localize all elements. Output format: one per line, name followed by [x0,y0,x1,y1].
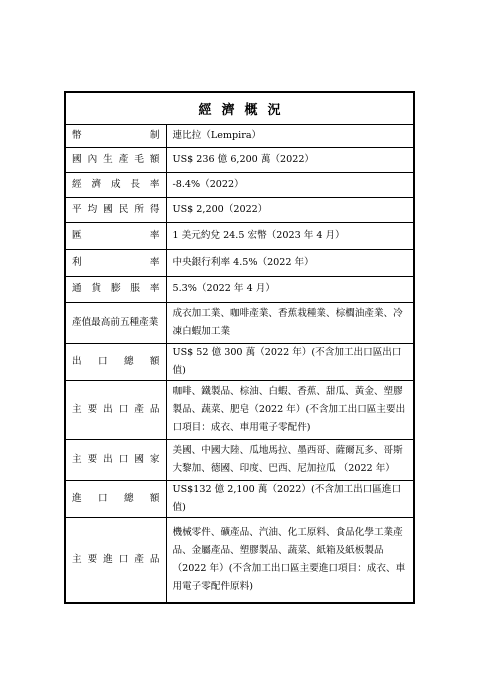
row-label [66,380,166,439]
row-label-text: 產值最高前五種產業 [72,316,159,328]
row-value: 5.3%（2022 年 4 月） [166,276,413,302]
table-title: 經濟概況 [66,93,413,125]
table-row [66,249,413,276]
economic-overview-table [66,125,413,604]
table-row [66,197,413,222]
row-label-text: 主 要 進 口 產 品 [72,554,160,565]
row-label-text: 主 要 出 口 產 品 [72,403,160,415]
row-label [66,222,166,249]
table-row [66,480,413,517]
row-label-text: 進 口 總 額 [72,492,160,504]
row-label [66,276,166,302]
row-label [66,302,166,343]
row-label [66,125,166,147]
row-label-text: 平 均 國 民 所 得 [72,203,160,215]
table-row [66,343,413,380]
table-row [66,125,413,147]
row-value: 1 美元約兌 24.5 宏幣（2023 年 4 月） [166,222,413,249]
row-value: US$ 236 億 6,200 萬（2022） [166,147,413,172]
row-label [66,517,166,603]
table-row [66,276,413,302]
row-label-text: 主 要 出 口 國 家 [72,453,160,465]
table-row [66,302,413,343]
row-label-text: 通 貨 膨 脹 率 [72,283,160,294]
row-label-text: 經 濟 成 長 率 [72,178,160,190]
row-label [66,343,166,380]
row-value: US$ 2,200（2022） [166,197,413,222]
row-value: US$132 億 2,100 萬（2022）(不含加工出口區進口值) [166,480,413,517]
table-row [66,147,413,172]
row-value: 咖啡、鐵製品、棕油、白蝦、香蕉、甜瓜、黃金、塑膠製品、蔬菜、肥皂（2022 年）(不含加工出口區主要出口項目：成衣、車用電子零配件) [166,380,413,439]
table-row [66,517,413,603]
row-label-text: 國 內 生 產 毛 額 [72,153,160,165]
row-label [66,249,166,276]
row-label-text: 幣 制 [72,129,160,141]
row-value: 連比拉（Lempira） [166,125,413,147]
table-row [66,172,413,197]
row-label-text: 出 口 總 額 [72,355,160,367]
row-value: 美國、中國大陸、瓜地馬拉、墨西哥、薩爾瓦多、哥斯大黎加、德國、印度、巴西、尼加拉瓜 （2022 年） [166,439,413,480]
row-label [66,439,166,480]
row-label-text: 匯 率 [72,229,160,241]
row-label-text: 利 率 [72,256,160,268]
row-value: US$ 52 億 300 萬（2022 年）(不含加工出口區出口值) [166,343,413,380]
row-label [66,147,166,172]
row-value: 機械零件、礦產品、汽油、化工原料、食品化學工業產品、金屬產品、塑膠製品、蔬菜、紙箱及紙板製品（2022 年）(不含加工出口區主要進口項目：成衣、車用電子零配件原料) [166,517,413,603]
table-row [66,380,413,439]
table-row [66,439,413,480]
table-row [66,222,413,249]
economic-overview-table-frame [64,91,415,604]
row-label [66,480,166,517]
row-label [66,172,166,197]
row-value: -8.4%（2022） [166,172,413,197]
row-label [66,197,166,222]
row-value: 中央銀行利率 4.5%（2022 年） [166,249,413,276]
row-value: 成衣加工業、咖啡產業、香蕉栽種業、棕櫚油產業、冷凍白蝦加工業 [166,302,413,343]
